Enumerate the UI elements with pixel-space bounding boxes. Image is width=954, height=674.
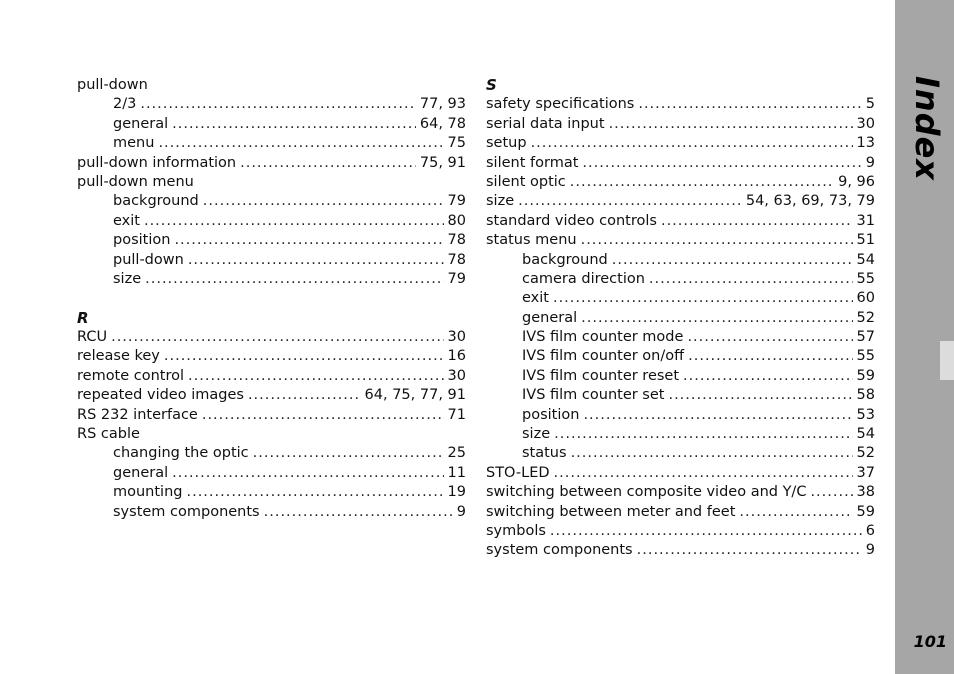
entry-term: status menu <box>486 232 577 249</box>
index-subentry <box>77 192 466 211</box>
index-subentry <box>77 483 466 502</box>
dot-leader <box>661 212 853 231</box>
entry-page-reference: 9, 96 <box>838 173 875 190</box>
index-entry <box>486 115 875 134</box>
index-entry <box>77 76 466 95</box>
index-subentry <box>486 425 875 444</box>
letter-heading-r: R <box>77 308 89 327</box>
entry-term: pull-down <box>77 77 148 93</box>
entry-page-reference: 37 <box>856 464 875 481</box>
dot-leader <box>668 386 852 405</box>
entry-page-reference: 52 <box>856 445 875 462</box>
index-entry <box>77 367 466 386</box>
dot-leader <box>140 95 416 114</box>
entry-page-reference: 13 <box>856 135 875 152</box>
entry-page-reference: 19 <box>447 484 466 501</box>
index-subentry <box>77 231 466 250</box>
entry-page-reference: 64, 75, 77, 91 <box>364 387 466 404</box>
entry-term: exit <box>522 290 549 307</box>
entry-term: switching between composite video and Y/C <box>486 484 807 501</box>
entry-page-reference: 71 <box>447 406 466 423</box>
entry-page-reference: 30 <box>856 115 875 132</box>
entry-term: status <box>522 445 567 462</box>
index-entry <box>77 406 466 425</box>
entry-page-reference: 78 <box>447 232 466 249</box>
dot-leader <box>172 115 416 134</box>
dot-leader <box>240 154 416 173</box>
index-subentry <box>77 270 466 289</box>
dot-leader <box>553 289 853 308</box>
dot-leader <box>581 231 853 250</box>
entry-term: switching between meter and feet <box>486 503 736 520</box>
entry-term: changing the optic <box>113 445 249 462</box>
entry-page-reference: 77, 93 <box>419 96 466 113</box>
entry-term: repeated video images <box>77 387 244 404</box>
dot-leader <box>186 483 443 502</box>
entry-term: size <box>486 193 515 210</box>
entry-page-reference: 25 <box>447 445 466 462</box>
entry-term: standard video controls <box>486 212 657 229</box>
entry-page-reference: 9 <box>865 154 875 171</box>
entry-term: exit <box>113 212 140 229</box>
index-subentry <box>77 95 466 114</box>
dot-leader <box>739 503 852 522</box>
entry-page-reference: 64, 78 <box>419 115 466 132</box>
entry-page-reference: 75, 91 <box>419 154 466 171</box>
dot-leader <box>188 251 444 270</box>
entry-term: mounting <box>113 484 183 501</box>
index-subentry <box>486 347 875 366</box>
dot-leader <box>581 309 852 328</box>
entry-page-reference: 54, 63, 69, 73, 79 <box>745 193 875 210</box>
entry-page-reference: 9 <box>456 503 466 520</box>
entry-term: system components <box>486 542 633 559</box>
entry-term: IVS film counter on/off <box>522 348 685 365</box>
entry-page-reference: 55 <box>856 270 875 287</box>
entry-term: general <box>522 309 578 326</box>
entry-page-reference: 80 <box>447 212 466 229</box>
entry-page-reference: 30 <box>447 329 466 346</box>
entry-term: 2/3 <box>113 96 137 113</box>
entry-page-reference: 78 <box>447 251 466 268</box>
dot-leader <box>172 464 443 483</box>
dot-leader <box>649 270 853 289</box>
entry-page-reference: 52 <box>856 309 875 326</box>
index-group-p <box>77 76 466 289</box>
entry-page-reference: 6 <box>865 522 875 539</box>
sidebar-title: Index <box>908 76 946 181</box>
dot-leader <box>145 270 443 289</box>
entry-term: pull-down menu <box>77 173 194 190</box>
index-subentry <box>486 270 875 289</box>
entry-page-reference: 38 <box>856 484 875 501</box>
group-spacer <box>77 289 466 308</box>
dot-leader <box>158 134 443 153</box>
entry-term: pull-down information <box>77 154 237 171</box>
entry-page-reference: 11 <box>447 464 466 481</box>
index-entry <box>486 522 875 541</box>
index-subentry <box>486 444 875 463</box>
entry-term: RS cable <box>77 426 140 443</box>
right-column <box>486 76 875 561</box>
entry-page-reference: 51 <box>856 232 875 249</box>
entry-term: menu <box>113 135 155 152</box>
entry-page-reference: 9 <box>865 542 875 559</box>
entry-term: camera direction <box>522 270 645 287</box>
entry-term: silent format <box>486 154 579 171</box>
index-group-r <box>77 328 466 522</box>
dot-leader <box>687 328 852 347</box>
index-entry <box>486 95 875 114</box>
dot-leader <box>554 464 853 483</box>
index-entry <box>486 464 875 483</box>
sidebar-tab-marker <box>940 341 954 380</box>
dot-leader <box>612 251 853 270</box>
dot-leader <box>583 406 852 425</box>
index-entry <box>77 386 466 405</box>
index-entry <box>77 154 466 173</box>
dot-leader <box>550 522 862 541</box>
index-subentry <box>486 386 875 405</box>
entry-page-reference: 75 <box>447 135 466 152</box>
dot-leader <box>683 367 853 386</box>
entry-term: position <box>113 232 171 249</box>
dot-leader <box>518 192 742 211</box>
entry-term: background <box>522 251 608 268</box>
dot-leader <box>554 425 852 444</box>
entry-page-reference: 5 <box>865 96 875 113</box>
index-subentry <box>77 134 466 153</box>
index-entry <box>486 212 875 231</box>
index-entry <box>77 347 466 366</box>
entry-page-reference: 59 <box>856 503 875 520</box>
index-entry <box>77 173 466 192</box>
entry-term: safety specifications <box>486 96 635 113</box>
entry-term: silent optic <box>486 173 566 190</box>
index-entry <box>486 503 875 522</box>
entry-page-reference: 60 <box>856 290 875 307</box>
entry-term: symbols <box>486 522 546 539</box>
entry-term: RS 232 interface <box>77 406 198 423</box>
entry-page-reference: 59 <box>856 367 875 384</box>
page-number: 101 <box>913 632 947 651</box>
entry-term: size <box>113 270 142 287</box>
index-entry <box>77 328 466 347</box>
dot-leader <box>571 444 853 463</box>
index-entry <box>486 134 875 153</box>
entry-term: background <box>113 193 199 210</box>
dot-leader <box>582 154 861 173</box>
index-subentry <box>77 251 466 270</box>
index-subentry <box>486 309 875 328</box>
entry-term: STO-LED <box>486 464 550 481</box>
entry-page-reference: 54 <box>856 426 875 443</box>
dot-leader <box>637 541 862 560</box>
entry-page-reference: 31 <box>856 212 875 229</box>
index-subentry <box>486 328 875 347</box>
index-entry <box>486 154 875 173</box>
dot-leader <box>111 328 443 347</box>
entry-page-reference: 30 <box>447 367 466 384</box>
index-subentry <box>486 406 875 425</box>
entry-term: IVS film counter reset <box>522 367 680 384</box>
dot-leader <box>188 367 444 386</box>
entry-page-reference: 79 <box>447 270 466 287</box>
entry-page-reference: 54 <box>856 251 875 268</box>
dot-leader <box>144 212 444 231</box>
dot-leader <box>203 192 444 211</box>
entry-term: system components <box>113 503 260 520</box>
dot-leader <box>638 95 861 114</box>
index-subentry <box>486 367 875 386</box>
index-subentry <box>486 251 875 270</box>
index-subentry <box>486 289 875 308</box>
dot-leader <box>253 444 444 463</box>
index-group-s <box>486 95 875 560</box>
dot-leader <box>248 386 361 405</box>
entry-term: release key <box>77 348 160 365</box>
entry-term: position <box>522 406 580 423</box>
entry-page-reference: 55 <box>856 348 875 365</box>
entry-term: serial data input <box>486 115 605 132</box>
letter-heading-s: S <box>486 76 497 94</box>
dot-leader <box>531 134 853 153</box>
dot-leader <box>810 483 852 502</box>
entry-term: remote control <box>77 367 185 384</box>
left-column <box>77 76 466 522</box>
index-subentry <box>77 464 466 483</box>
entry-term: IVS film counter set <box>522 387 665 404</box>
dot-leader <box>164 347 444 366</box>
entry-term: general <box>113 115 169 132</box>
entry-term: RCU <box>77 329 108 346</box>
index-entry <box>486 173 875 192</box>
index-subentry <box>77 212 466 231</box>
dot-leader <box>570 173 834 192</box>
dot-leader <box>264 503 453 522</box>
entry-page-reference: 53 <box>856 406 875 423</box>
entry-page-reference: 58 <box>856 387 875 404</box>
index-subentry <box>77 503 466 522</box>
dot-leader <box>202 406 444 425</box>
index-subentry <box>77 115 466 134</box>
dot-leader <box>174 231 443 250</box>
dot-leader <box>609 115 853 134</box>
entry-term: IVS film counter mode <box>522 329 684 346</box>
entry-page-reference: 16 <box>447 348 466 365</box>
entry-page-reference: 79 <box>447 193 466 210</box>
index-entry <box>486 231 875 250</box>
index-entry <box>77 425 466 444</box>
entry-page-reference: 57 <box>856 329 875 346</box>
entry-term: size <box>522 426 551 443</box>
entry-term: pull-down <box>113 251 184 268</box>
entry-term: general <box>113 464 169 481</box>
index-entry <box>486 541 875 560</box>
index-entry <box>486 192 875 211</box>
index-subentry <box>77 444 466 463</box>
dot-leader <box>688 347 852 366</box>
entry-term: setup <box>486 135 527 152</box>
index-entry <box>486 483 875 502</box>
